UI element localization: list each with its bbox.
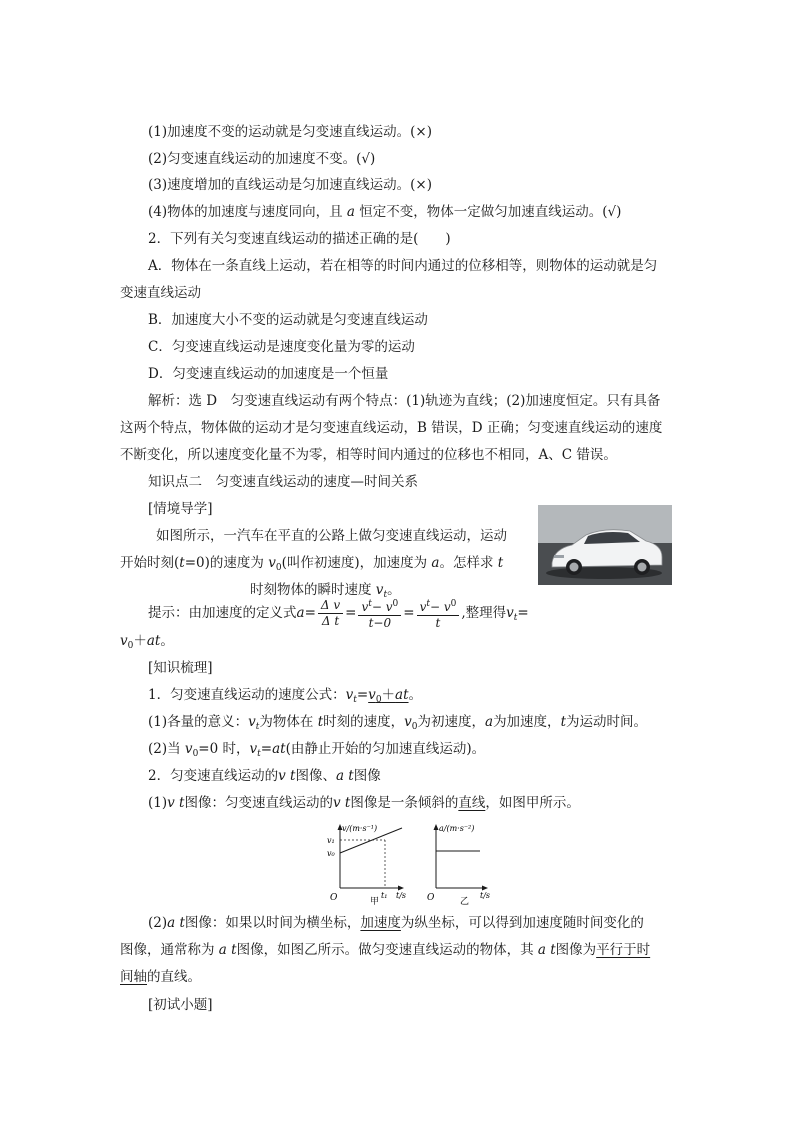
- vt-origin: O: [330, 893, 338, 903]
- vt-caption: 甲: [370, 897, 380, 906]
- option-c: C．匀变速直线运动是速度变化量为零的运动: [148, 339, 415, 355]
- judgment-2: (2)匀变速直线运动的加速度不变。(√): [148, 151, 376, 167]
- analysis-line-3: 不断变化，所以速度变化量不为零，相等时间内通过的位移也不相同，A、C 错误。: [120, 447, 617, 463]
- at-y-arrow: [434, 824, 439, 830]
- at-xlabel: t/s: [480, 891, 491, 900]
- question-2: 2．下列有关匀变速直线运动的描述正确的是( ): [148, 231, 451, 247]
- scene-line-1: 如图所示，一汽车在平直的公路上做匀变速直线运动，运动: [156, 528, 507, 544]
- option-b: B．加速度大小不变的运动就是匀变速直线运动: [148, 312, 428, 328]
- vt-xlabel: t/s: [396, 891, 407, 900]
- car-photo: [538, 505, 672, 585]
- vt-x-arrow: [398, 886, 404, 891]
- hint-line: 提示：由加速度的定义式a= $\frac{\text{Δ v}}{\text{Δ t}}$ = $\frac{v^t- v^0}{t-0}$ = $\frac{v^t- v^0}{t}$ ,整理得$v_t=$: [148, 598, 529, 630]
- vt-graph-line: (1)v t图像：匀变速直线运动的v t图像是一条倾斜的直线，如图甲所示。: [148, 795, 580, 811]
- scene-heading: [情境导学]: [148, 501, 213, 517]
- fraction-delta: $\frac{\text{Δ v}}{\text{Δ t}}$: [318, 598, 343, 629]
- graphs-heading: 2．匀变速直线运动的v t图像、a t图像: [148, 768, 381, 784]
- at-ylabel: a/(m·s⁻²): [439, 824, 475, 833]
- at-caption: 乙: [460, 897, 470, 906]
- hint-line-2: $v_0+at$。: [120, 633, 174, 651]
- formula-line: 1．匀变速直线运动的速度公式：$v_t=v_0+at$。: [148, 687, 423, 705]
- analysis-line-2: 这两个特点，物体做的运动才是匀变速直线运动，B 错误，D 正确；匀变速直线运动的速度: [120, 420, 663, 436]
- option-a: A．物体在一条直线上运动，若在相等的时间内通过的位移相等，则物体的运动就是匀: [148, 258, 658, 274]
- scene-line-2: 开始时刻(t=0)的速度为 $v_0$(叫作初速度)，加速度为 a。怎样求 t: [120, 555, 504, 573]
- judgment-1: (1)加速度不变的运动就是匀变速直线运动。(×): [148, 124, 432, 140]
- at-x-arrow: [482, 886, 488, 891]
- vt-v1-label: v₁: [327, 836, 335, 845]
- special-case-line: (2)当 $v_0=0$ 时，$v_t=at$(由静止开始的匀加速直线运动)。: [148, 741, 486, 759]
- trial-heading: [初试小题]: [148, 997, 213, 1013]
- option-d: D．匀变速直线运动的加速度是一个恒量: [148, 366, 389, 382]
- sort-heading: [知识梳理]: [148, 660, 213, 676]
- fraction-velocity: $\frac{v^t- v^0}{t-0}$: [358, 597, 401, 631]
- vt-v0-label: v₀: [327, 849, 335, 858]
- vt-graph: [318, 820, 418, 906]
- vt-ylabel: v/(m·s⁻¹): [342, 824, 378, 833]
- judgment-4: (4)物体的加速度与速度同向，且 a 恒定不变，物体一定做匀加速直线运动。(√): [148, 204, 622, 220]
- at-graph: [424, 820, 504, 906]
- section-heading: 知识点二 匀变速直线运动的速度—时间关系: [148, 474, 418, 490]
- analysis-line-1: 解析：选 D 匀变速直线运动有两个特点：(1)轨迹为直线；(2)加速度恒定。只有具备: [148, 393, 661, 409]
- at-origin: O: [427, 893, 435, 903]
- meaning-line: (1)各量的意义：$v_t$为物体在 t时刻的速度，$v_0$为初速度，a为加速度，t为运动时间。: [148, 714, 647, 732]
- car-illustration: [538, 505, 672, 585]
- option-a-cont: 变速直线运动: [120, 285, 201, 301]
- judgment-3: (3)速度增加的直线运动是匀加速直线运动。(×): [148, 177, 432, 193]
- fraction-velocity-t: $\frac{v^t- v^0}{t}$: [417, 597, 460, 631]
- at-graph-line-1: (2)a t图像：如果以时间为横坐标，加速度为纵坐标，可以得到加速度随时间变化的: [148, 915, 644, 931]
- vt-t1-label: t₁: [381, 891, 388, 900]
- at-graph-line-2: 图像，通常称为 a t图像，如图乙所示。做匀变速直线运动的物体，其 a t图像为平行于时: [120, 942, 651, 958]
- scene-line-3: 时刻物体的瞬时速度 $v_t$。: [250, 582, 401, 600]
- at-graph-line-3: 间轴的直线。: [120, 969, 201, 985]
